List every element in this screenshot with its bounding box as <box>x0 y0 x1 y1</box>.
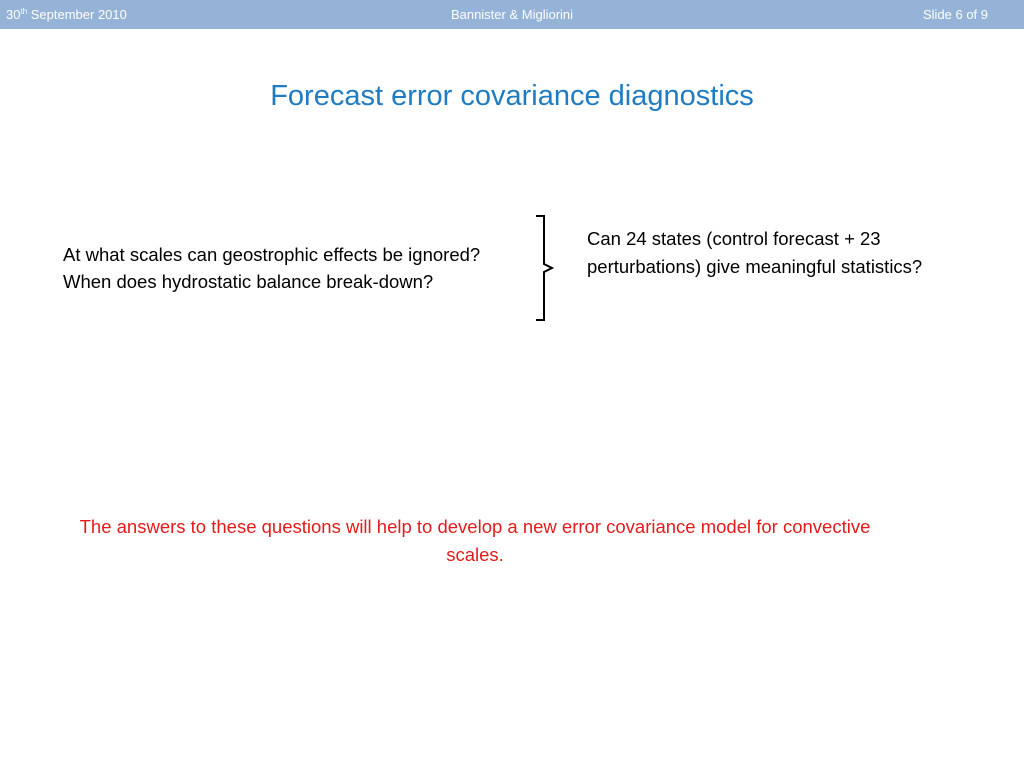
header-date-rest: September 2010 <box>27 7 127 22</box>
left-questions <box>63 241 543 295</box>
question-hydrostatic: When does hydrostatic balance break-down? <box>63 271 434 292</box>
header-slide-number: Slide 6 of 9 <box>922 7 988 22</box>
question-geostrophic: At what scales can geostrophic effects be ignored? <box>63 244 481 265</box>
right-curly-bracket-icon <box>530 214 560 322</box>
header-date-day: 30 <box>6 7 21 22</box>
header-bar <box>0 0 1024 29</box>
header-date-suffix: th <box>20 7 28 16</box>
header-authors: Bannister & Migliorini <box>450 7 574 22</box>
slide-title: Forecast error covariance diagnostics <box>270 80 754 112</box>
question-ensemble-size: Can 24 states (control forecast + 23 perturbations) give meaningful statistics? <box>587 228 923 277</box>
conclusion-statement: The answers to these questions will help to develop a new error covariance model for convective scales. <box>79 516 871 565</box>
